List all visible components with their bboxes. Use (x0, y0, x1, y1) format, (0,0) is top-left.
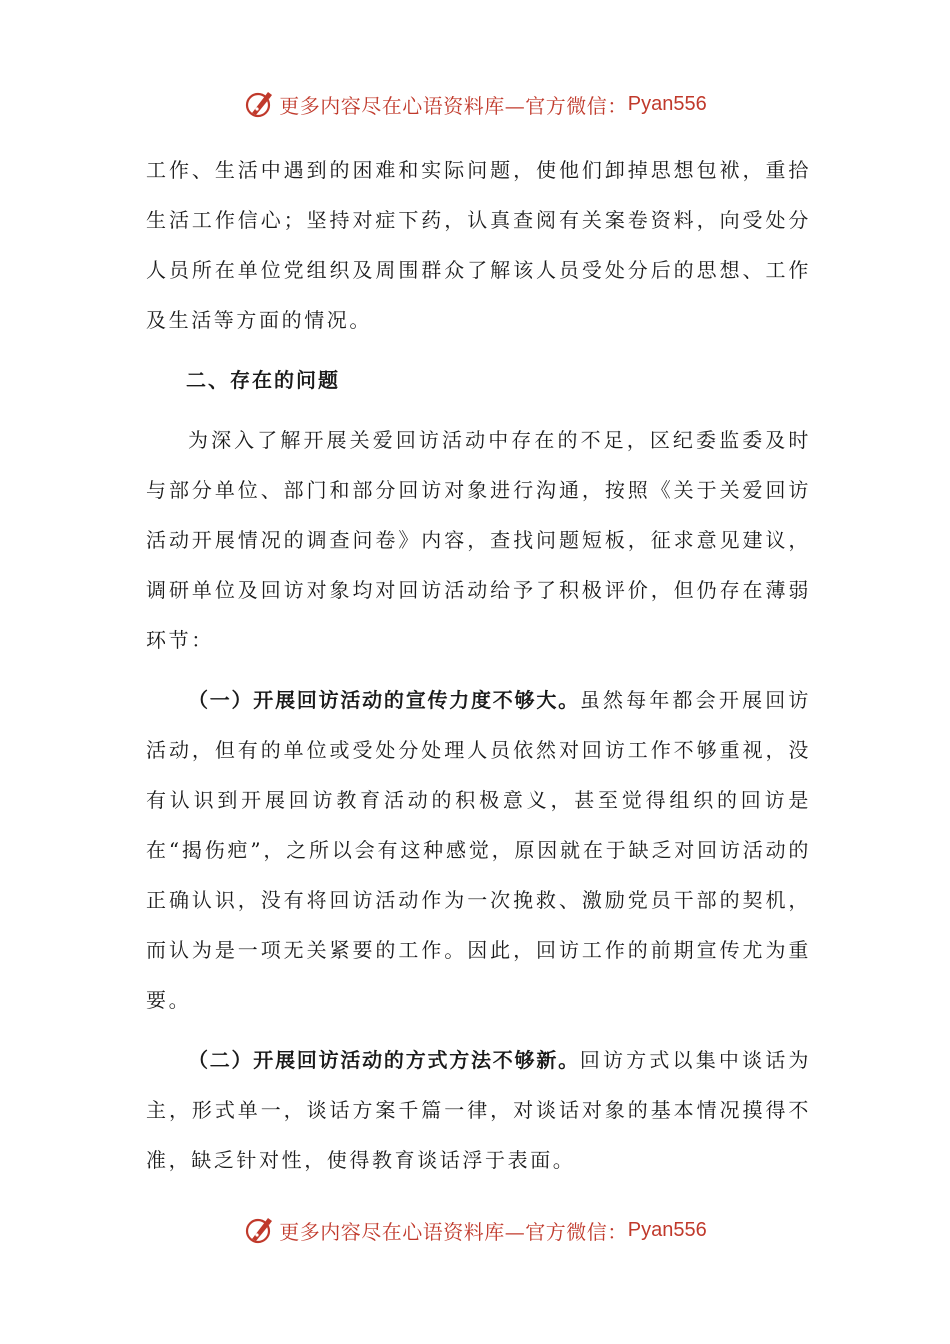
pen-nib-circle-icon (243, 1214, 275, 1246)
section-heading: 二、存在的问题 (186, 368, 340, 392)
watermark-banner-top (0, 84, 950, 124)
pen-nib-circle-icon (243, 88, 275, 120)
paragraph-intro: 为深入了解开展关爱回访活动中存在的不足，区纪委监委及时与部分单位、部门和部分回访对象进行沟通，按照《关于关爱回访活动开展情况的调查问卷》内容，查找问题短板，征求意见建议，调研单位及回访对象均对回访活动给予了积极评价，但仍存在薄弱环节： (146, 428, 811, 652)
list-item-2-text: 回访方式以集中谈话为主，形式单一，谈话方案千篇一律，对谈话对象的基本情况摸得不准，缺乏针对性，使得教育谈话浮于表面。 (146, 1048, 812, 1172)
document-body (146, 145, 811, 1185)
list-item-2-title: （二）开展回访活动的方式方法不够新。 (188, 1048, 580, 1072)
list-item-1-title: （一）开展回访活动的宣传力度不够大。 (188, 688, 580, 712)
list-item-2 (146, 1035, 811, 1185)
list-item-1 (146, 675, 811, 1025)
list-item-1-text: 虽然每年都会开展回访活动，但有的单位或受处分处理人员依然对回访工作不够重视，没有认识到开展回访教育活动的积极意义，甚至觉得组织的回访是在“揭伤疤”，之所以会有这种感觉，原因就在于缺乏对回访活动的正确认识，没有将回访活动作为一次挽救、激励党员干部的契机，而认为是一项无关紧要的工作。因此，回访工作的前期宣传尤为重要。 (146, 688, 812, 1012)
watermark-text: 更多内容尽在心语资料库—官方微信： (279, 93, 628, 118)
watermark-id: Pyan556 (627, 92, 707, 115)
watermark-text: 更多内容尽在心语资料库—官方微信： (279, 1219, 628, 1244)
watermark-id: Pyan556 (627, 1218, 707, 1241)
paragraph-continuation: 工作、生活中遇到的困难和实际问题，使他们卸掉思想包袱，重拾生活工作信心；坚持对症下药，认真查阅有关案卷资料，向受处分人员所在单位党组织及周围群众了解该人员受处分后的思想、工作及生活等方面的情况。 (146, 158, 811, 332)
watermark-banner-bottom (0, 1210, 950, 1250)
